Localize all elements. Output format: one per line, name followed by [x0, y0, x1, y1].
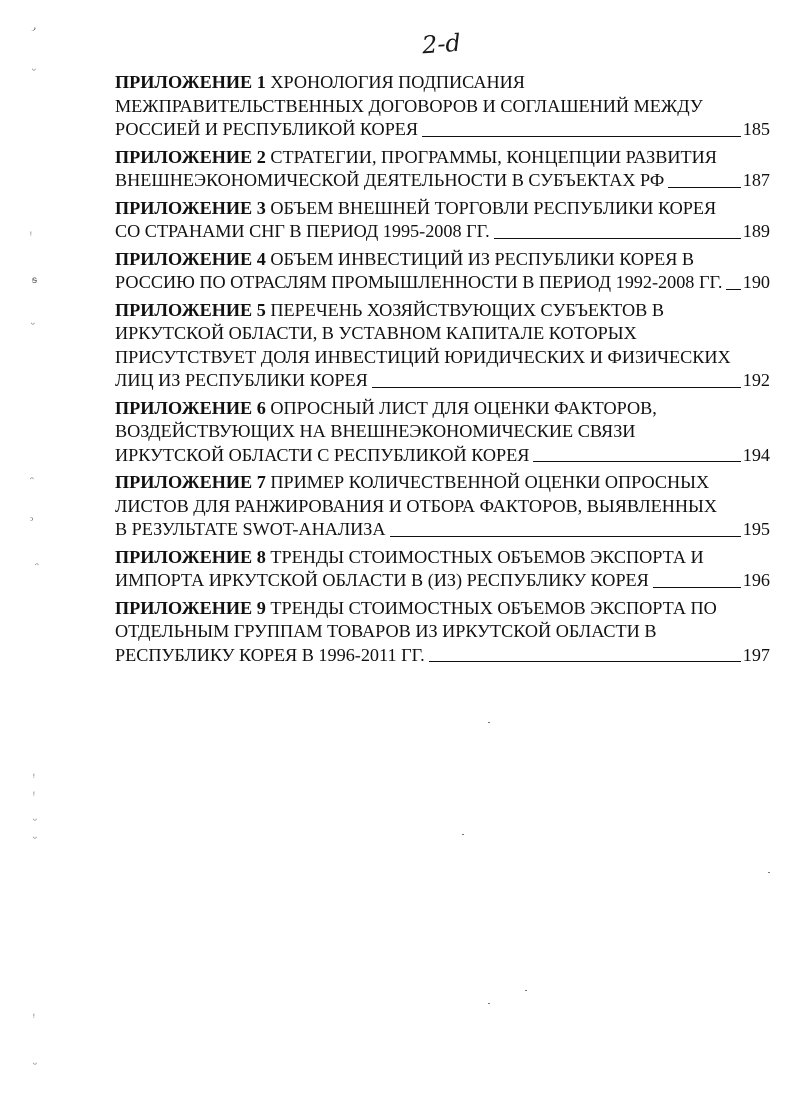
- toc-entry: [115, 248, 770, 295]
- appendix-title-text: ВОЗДЕЙСТВУЮЩИХ НА ВНЕШНЕЭКОНОМИЧЕСКИЕ СВЯЗИ: [115, 421, 636, 441]
- page-number: 194: [742, 444, 770, 465]
- toc-line: [115, 220, 770, 244]
- toc-entry: [115, 146, 770, 193]
- toc-entry: [115, 197, 770, 244]
- appendix-title-text: ИРКУТСКОЙ ОБЛАСТИ, В УСТАВНОМ КАПИТАЛЕ КОТОРЫХ: [115, 323, 637, 343]
- toc-line: [115, 346, 770, 370]
- toc-line: [115, 471, 770, 495]
- leader-line: [390, 536, 741, 537]
- scan-speck: ᵓ: [30, 516, 34, 527]
- toc-line: [115, 597, 770, 621]
- appendix-label: ПРИЛОЖЕНИЕ 8: [115, 546, 266, 567]
- toc-entry: [115, 471, 770, 542]
- scan-speck: ᵔ: [35, 562, 40, 573]
- leader-line: [668, 187, 741, 188]
- toc-line: [115, 146, 770, 170]
- toc-line: [115, 169, 770, 193]
- page-number: 195: [742, 519, 770, 539]
- page-number: 185: [742, 119, 770, 139]
- scan-speck: ᵕ: [32, 66, 37, 77]
- appendix-label: ПРИЛОЖЕНИЕ 4: [115, 248, 266, 269]
- scan-speck: ᵎ: [33, 790, 35, 801]
- appendix-title-text: ТРЕНДЫ СТОИМОСТНЫХ ОБЪЕМОВ ЭКСПОРТА И: [270, 546, 704, 567]
- scan-speck: ᵕ: [33, 1060, 38, 1071]
- toc-line: [115, 71, 770, 95]
- scan-speck: ᵴ: [32, 275, 37, 286]
- scan-speck: ᵔ: [30, 476, 35, 487]
- toc-entry: [115, 597, 770, 668]
- appendix-title-text: ОБЪЕМ ВНЕШНЕЙ ТОРГОВЛИ РЕСПУБЛИКИ КОРЕЯ: [270, 197, 717, 218]
- appendix-label: ПРИЛОЖЕНИЕ 5: [115, 299, 266, 320]
- page-number: 196: [742, 570, 770, 590]
- appendix-label: ПРИЛОЖЕНИЕ 1: [115, 72, 266, 92]
- toc-entry: [115, 299, 770, 393]
- toc-line: [115, 546, 770, 570]
- appendix-title-text: ЛИСТОВ ДЛЯ РАНЖИРОВАНИЯ И ОТБОРА ФАКТОРОВ, ВЫЯВЛЕННЫХ: [115, 495, 718, 516]
- appendix-title-text: СО СТРАНАМИ СНГ В ПЕРИОД 1995-2008 ГГ.: [115, 221, 490, 241]
- appendix-title-text: РОССИЕЙ И РЕСПУБЛИКОЙ КОРЕЯ: [115, 119, 419, 139]
- appendix-title-text: В РЕЗУЛЬТАТЕ SWOT-АНАЛИЗА: [115, 519, 386, 539]
- appendix-title-text: СТРАТЕГИИ, ПРОГРАММЫ, КОНЦЕПЦИИ РАЗВИТИЯ: [270, 146, 717, 167]
- toc-line: [115, 518, 770, 542]
- scan-dot: [488, 1003, 490, 1004]
- toc-line: [115, 248, 770, 272]
- scan-speck: ᵕ: [33, 816, 38, 827]
- scan-speck: ᵎ: [30, 230, 32, 241]
- toc-entry: [115, 71, 770, 142]
- toc-line: [115, 197, 770, 221]
- page-number: 197: [742, 644, 770, 665]
- toc-line: [115, 620, 770, 644]
- appendix-title-text: МЕЖПРАВИТЕЛЬСТВЕННЫХ ДОГОВОРОВ И СОГЛАШЕНИЙ МЕЖДУ: [115, 95, 703, 116]
- toc-entry: [115, 546, 770, 593]
- leader-line: [726, 289, 740, 290]
- toc-line: [115, 569, 770, 593]
- leader-line: [533, 461, 740, 462]
- toc-line: [115, 495, 770, 519]
- appendix-title-text: ХРОНОЛОГИЯ ПОДПИСАНИЯ: [270, 72, 525, 92]
- leader-line: [494, 238, 741, 239]
- appendix-title-text: ТРЕНДЫ СТОИМОСТНЫХ ОБЪЕМОВ ЭКСПОРТА ПО: [270, 597, 717, 618]
- toc-line: [115, 444, 770, 468]
- toc-line: [115, 420, 770, 444]
- toc-line: [115, 369, 770, 393]
- appendix-title-text: РЕСПУБЛИКУ КОРЕЯ В 1996-2011 ГГ.: [115, 644, 425, 665]
- appendix-title-text: ПРИСУТСТВУЕТ ДОЛЯ ИНВЕСТИЦИЙ ЮРИДИЧЕСКИХ И ФИЗИЧЕСКИХ: [115, 346, 731, 367]
- page-number: 187: [742, 170, 770, 190]
- appendix-title-text: РОССИЮ ПО ОТРАСЛЯМ ПРОМЫШЛЕННОСТИ В ПЕРИОД 1992-2008 ГГ.: [115, 272, 723, 292]
- page-number: 189: [742, 221, 770, 241]
- toc-line: [115, 644, 770, 668]
- scan-speck: ᵎ: [33, 1012, 35, 1023]
- appendix-title-text: ВНЕШНЕЭКОНОМИЧЕСКОЙ ДЕЯТЕЛЬНОСТИ В СУБЪЕКТАХ РФ: [115, 170, 665, 190]
- appendix-title-text: ПРИМЕР КОЛИЧЕСТВЕННОЙ ОЦЕНКИ ОПРОСНЫХ: [270, 472, 710, 492]
- toc-line: [115, 397, 770, 421]
- appendix-title-text: ОБЪЕМ ИНВЕСТИЦИЙ ИЗ РЕСПУБЛИКИ КОРЕЯ В: [270, 248, 695, 269]
- table-of-contents: [115, 71, 770, 671]
- scan-dot: [462, 834, 464, 835]
- page-number: 190: [742, 272, 770, 292]
- scan-dot: [525, 990, 527, 991]
- scan-speck: ᵎ: [33, 772, 35, 783]
- toc-line: [115, 271, 770, 295]
- leader-line: [372, 387, 741, 388]
- appendix-title-text: ОПРОСНЫЙ ЛИСТ ДЛЯ ОЦЕНКИ ФАКТОРОВ,: [270, 397, 657, 418]
- toc-line: [115, 322, 770, 346]
- page-number: 192: [742, 370, 770, 390]
- appendix-label: ПРИЛОЖЕНИЕ 3: [115, 197, 266, 218]
- toc-entry: [115, 397, 770, 468]
- toc-line: [115, 118, 770, 142]
- scan-speck: ᵕ: [33, 834, 38, 845]
- appendix-title-text: ИМПОРТА ИРКУТСКОЙ ОБЛАСТИ В (ИЗ) РЕСПУБЛИКУ КОРЕЯ: [115, 570, 649, 590]
- scan-speck: ᵕ: [31, 320, 36, 331]
- appendix-label: ПРИЛОЖЕНИЕ 6: [115, 397, 266, 418]
- appendix-label: ПРИЛОЖЕНИЕ 2: [115, 146, 266, 167]
- toc-line: [115, 95, 770, 119]
- scan-dot: [768, 872, 770, 873]
- leader-line: [653, 587, 741, 588]
- leader-line: [422, 136, 741, 137]
- appendix-title-text: ОТДЕЛЬНЫМ ГРУППАМ ТОВАРОВ ИЗ ИРКУТСКОЙ ОБЛАСТИ В: [115, 621, 657, 641]
- toc-line: [115, 299, 770, 323]
- appendix-label: ПРИЛОЖЕНИЕ 9: [115, 597, 266, 618]
- handwritten-page-note: 2-d: [421, 28, 462, 60]
- scan-speck: ᎕: [30, 23, 36, 34]
- appendix-label: ПРИЛОЖЕНИЕ 7: [115, 472, 266, 492]
- appendix-title-text: ЛИЦ ИЗ РЕСПУБЛИКИ КОРЕЯ: [115, 370, 368, 390]
- scan-dot: [488, 722, 490, 723]
- appendix-title-text: ИРКУТСКОЙ ОБЛАСТИ С РЕСПУБЛИКОЙ КОРЕЯ: [115, 444, 530, 465]
- leader-line: [429, 661, 741, 662]
- appendix-title-text: ПЕРЕЧЕНЬ ХОЗЯЙСТВУЮЩИХ СУБЪЕКТОВ В: [270, 299, 664, 320]
